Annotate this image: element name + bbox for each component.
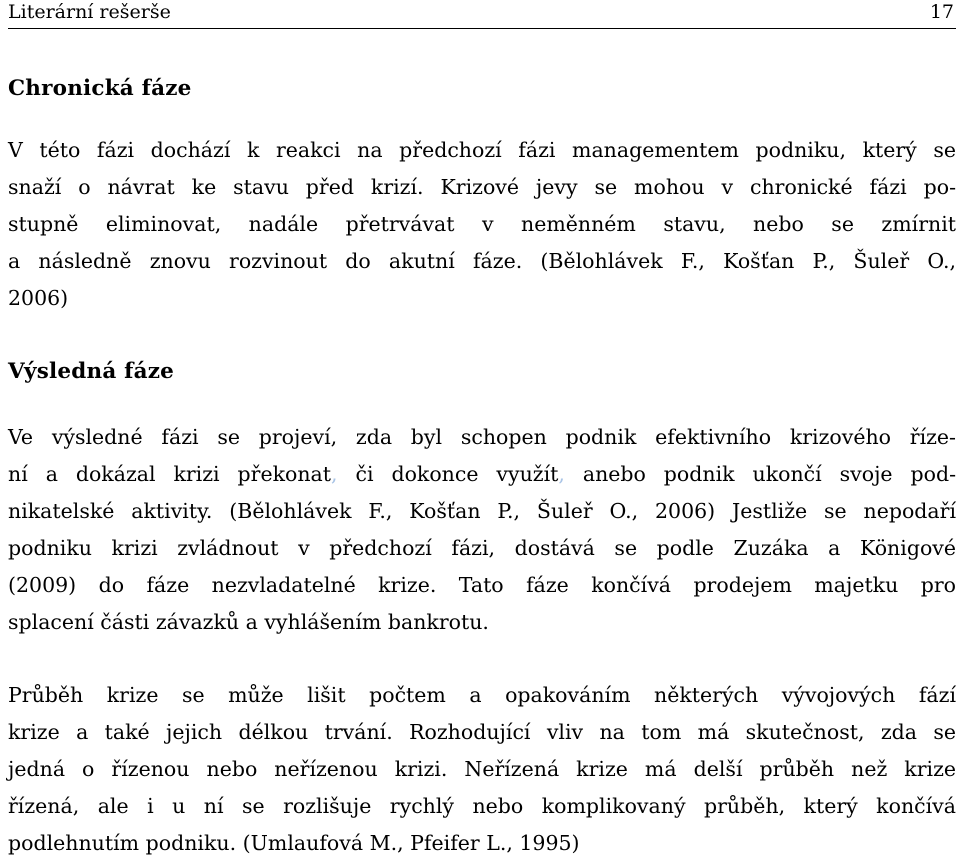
paragraph-line: ní a dokázal krizi překonat, či dokonce využít, anebo podnik ukončí svoje pod- [8, 462, 957, 486]
paragraph-line: Ve výsledné fázi se projeví, zda byl schopen podnik efektivního krizového říze- [8, 425, 956, 449]
faint-comma: , [558, 462, 565, 486]
paragraph-line: jedná o řízenou nebo neřízenou krizi. Neřízená krize má delší průběh než krize [8, 757, 956, 781]
paragraph-line: krize a také jejich délkou trvání. Rozhodující vliv na tom má skutečnost, zda se [8, 720, 956, 744]
header-title: Literární rešerše [8, 1, 171, 23]
paragraph [8, 677, 956, 862]
paragraph-line: řízená, ale i u ní se rozlišuje rychlý nebo komplikovaný průběh, který končívá [8, 794, 956, 818]
paragraph-line: a následně znovu rozvinout do akutní fáze. (Bělohlávek F., Košťan P., Šuleř O., [8, 249, 956, 273]
paragraph-line: V této fázi dochází k reakci na předchozí fázi managementem podniku, který se [8, 138, 956, 162]
paragraph-line: 2006) [8, 286, 69, 310]
paragraph-line: podniku krizi zvládnout v předchozí fázi, dostává se podle Zuzáka a Königové [8, 536, 956, 560]
paragraph-line: splacení části závazků a vyhlášením bankrotu. [8, 610, 489, 634]
running-header [8, 0, 956, 29]
paragraph-line: (2009) do fáze nezvladatelné krize. Tato fáze končívá prodejem majetku pro [8, 573, 956, 597]
paragraph-line: nikatelské aktivity. (Bělohlávek F., Košťan P., Šuleř O., 2006) Jestliže se nepodaří [8, 499, 956, 523]
section-result-phase [8, 357, 956, 862]
paragraph-line: snaží o návrat ke stavu před krizí. Krizové jevy se mohou v chronické fázi po- [8, 175, 956, 199]
paragraph-line: stupně eliminovat, nadále přetrvávat v neměnném stavu, nebo se zmírnit [8, 212, 956, 236]
faint-comma: , [331, 462, 338, 486]
page-number: 17 [929, 1, 954, 23]
document-page [8, 0, 956, 862]
section-heading: Chronická fáze [8, 76, 192, 101]
paragraph [8, 132, 956, 317]
paragraph [8, 419, 956, 641]
paragraph-line: Průběh krize se může lišit počtem a opakováním některých vývojových fází [8, 683, 956, 707]
section-chronic-phase [8, 74, 956, 317]
paragraph-line: podlehnutím podniku. (Umlaufová M., Pfeifer L., 1995) [8, 831, 580, 855]
section-heading: Výsledná fáze [8, 359, 175, 384]
